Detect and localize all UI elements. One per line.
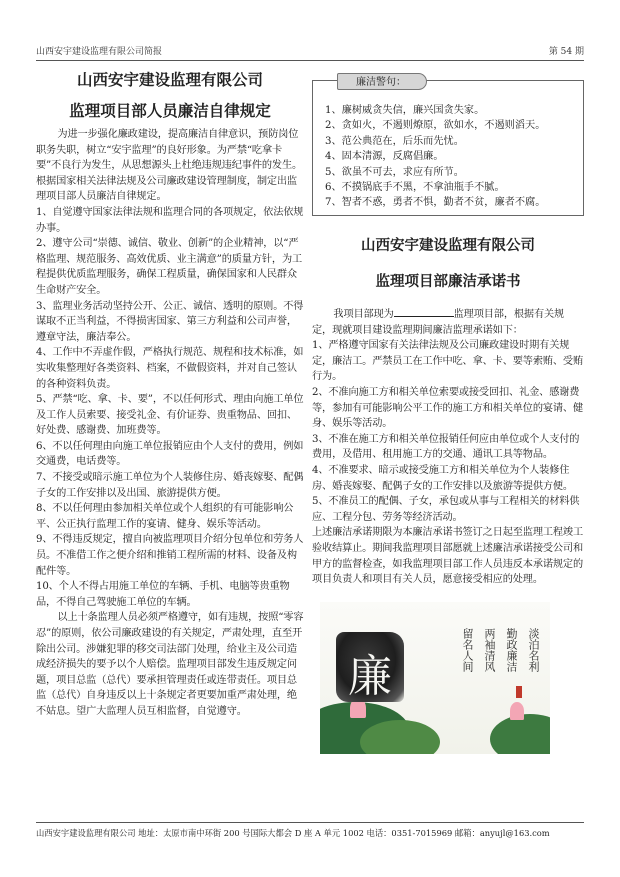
calligraphy-column: 留名人间: [461, 627, 474, 672]
issue-number: 第 54 期: [548, 47, 584, 57]
integrity-artwork: [320, 602, 550, 754]
lian-character: 廉: [348, 650, 392, 702]
rule-item: 10、个人不得占用施工单位的车辆、手机、电脑等贵重物品，不得自己驾驶施工单位的车辆。: [36, 581, 290, 608]
self-discipline-body: [36, 127, 304, 720]
project-name-blank: [394, 306, 454, 317]
header-divider: [36, 60, 584, 61]
maxims-list: [325, 103, 573, 211]
pledge-closing: 上述廉洁承诺期限为本廉洁承诺书签订之日起至监理工程竣工验收结算止。期间我监理项目部愿就上述廉洁承诺接受公司和甲方的监督检查，如我监理项目部工作人员违反本承诺规定的项目负责人和项目有关人员，愿意接受相应的处理。: [312, 527, 584, 586]
company-title-right: 山西安宇建设监理有限公司: [361, 237, 535, 254]
rule-item: 9、不得违反规定，擅自向被监理项目介绍分包单位和劳务人员。不准借工作之便介绍和推销工程所需的材料、设备及构配件等。: [36, 534, 304, 577]
footer-divider: [36, 822, 584, 823]
maxim-item: 6、不摸锅底手不黑，不拿油瓶手不腻。: [325, 182, 505, 194]
lotus-leaf-decoration: [360, 720, 440, 754]
intro-paragraph: 为进一步强化廉政建设，提高廉洁自律意识，预防岗位职务失职，树立“安宇监理”的良好形象。为严禁“吃拿卡要”不良行为发生，从思想源头上杜绝违规违纪事件的发生。根据国家相关法律法规及公司廉政建设管理制度，制定出监理项目部人员廉洁自律规定。: [36, 129, 303, 203]
self-discipline-title: 监理项目部人员廉洁自律规定: [69, 101, 271, 120]
lotus-leaf-decoration: [490, 714, 550, 754]
maxim-item: 1、廉树威贪失信，廉兴国贪失家。: [325, 105, 485, 116]
maxim-item: 7、智者不惑，勇者不惧，勤者不贫，廉者不腐。: [325, 197, 546, 209]
calligraphy-column: 淡泊名利: [527, 627, 540, 672]
rule-item: 3、监理业务活动坚持公开、公正、诚信、透明的原则。不得谋取不正当利益，不得损害国家、第三方利益和公司声誉，遵章守法，廉洁奉公。: [36, 300, 304, 343]
rule-item: 2、遵守公司“崇德、诚信、敬业、创新”的企业精神，以“严格监理、规范服务、高效优质、业主满意”的质量方针，为工程提供优质监理服务，确保工程质量，确保国家和人民群众生命财产安全。: [36, 238, 303, 296]
rule-item: 8、不以任何理由参加相关单位或个人组织的有可能影响公平、公正执行监理工作的宴请、健身、娱乐等活动。: [36, 503, 294, 530]
company-title-left: 山西安宇建设监理有限公司: [76, 70, 263, 89]
pledge-item: 4、不准要求、暗示或接受施工方和相关单位为个人装修住房、婚丧嫁娶、配偶子女的工作安排以及旅游等提供方便。: [312, 464, 573, 492]
pledge-title: 监理项目部廉洁承诺书: [375, 273, 521, 290]
closing-paragraph: 以上十条监理人员必须严格遵守，如有违规，按照“零容忍”的原则，依公司廉政建设的有关规定，严肃处理，直至开除出公司。涉嫌犯罪的移交司法部门处理，给业主及公司造成经济损失的要予以个人赔偿。监理项目部发生违反规定问题，项目总监（总代）要承担管理责任或连带责任。项目总监（总代）自身违反以上十条规定者更要加重严肃处理，绝不姑息。望广大监理人员互相监督，自觉遵守。: [36, 612, 304, 717]
maxim-item: 5、欲虽不可去，求应有所节。: [325, 166, 464, 178]
calligraphy-brush-mark: [336, 632, 404, 702]
rule-item: 7、不接受或暗示施工单位为个人装修住房、婚丧嫁娶、配偶子女的工作安排以及出国、旅游提供方便。: [36, 472, 304, 499]
pledge-body: [312, 306, 584, 588]
pledge-item: 1、严格遵守国家有关法律法规及公司廉政建设时期有关规定，廉洁工。严禁员工在工作中吃、拿、卡、要等索贿、受贿行为。: [312, 340, 584, 383]
rule-item: 1、自觉遵守国家法律法规和监理合同的各项规定，依法依规办事。: [36, 206, 304, 234]
maxim-item: 2、贪如火，不遏则燎原，欲如水，不遏则滔天。: [325, 120, 546, 132]
pledge-item: 3、不准在施工方和相关单位报销任何应由单位或个人支付的费用，及借用、租用施工方的交通、通讯工具等物品。: [312, 433, 580, 461]
maxim-item: 3、范公典范在，后乐而先忧。: [325, 135, 464, 147]
page-footer: 山西安宇建设监理有限公司 地址：太原市南中环街 200 号国际大都会 D 座 A 单元 1002 电话：0351-7015969 邮箱：anyujl@163.com: [36, 828, 550, 838]
maxim-item: 4、固本清源，反腐倡廉。: [325, 151, 444, 163]
integrity-maxims-box: [312, 77, 584, 216]
red-seal-stamp: [516, 686, 522, 698]
publication-name: 山西安宇建设监理有限公司简报: [36, 47, 163, 57]
lotus-flower-decoration: [510, 702, 524, 720]
pledge-intro: 我项目部现为 监理项目部，根据有关规定，现就项目建设监理期间廉洁监理承诺如下：: [312, 306, 584, 338]
calligraphy-column: 两袖清风: [483, 627, 496, 672]
rule-item: 6、不以任何理由向施工单位报销应由个人支付的费用，例如交通费，电话费等。: [36, 440, 304, 468]
pledge-item: 2、不准向施工方和相关单位索要或接受回扣、礼金、感谢费等，参加有可能影响公平工作的施工方和相关单位的宴请、健身、娱乐等活动。: [312, 386, 584, 430]
rule-item: 5、严禁“吃、拿、卡、要”，不以任何形式、理由向施工单位及工作人员索要、接受礼金、有价证券、贵重物品、回扣、好处费、感谢费、加班费等。: [36, 394, 304, 437]
pledge-item: 5、不准员工的配偶、子女，承包或从事与工程相关的材料供应、工程分包、劳务等经济活动。: [312, 496, 580, 523]
rule-item: 4、工作中不弄虚作假，严格执行规范、规程和技术标准，如实收集整理好各类资料、档案，不做假资料，并对自己签认的各种资料负责。: [36, 347, 304, 390]
left-column: [36, 66, 304, 720]
page-header: [36, 41, 584, 57]
right-column: [312, 66, 584, 754]
maxims-tag: 廉洁警句：: [337, 73, 427, 90]
calligraphy-column: 勤政廉洁: [505, 627, 518, 672]
